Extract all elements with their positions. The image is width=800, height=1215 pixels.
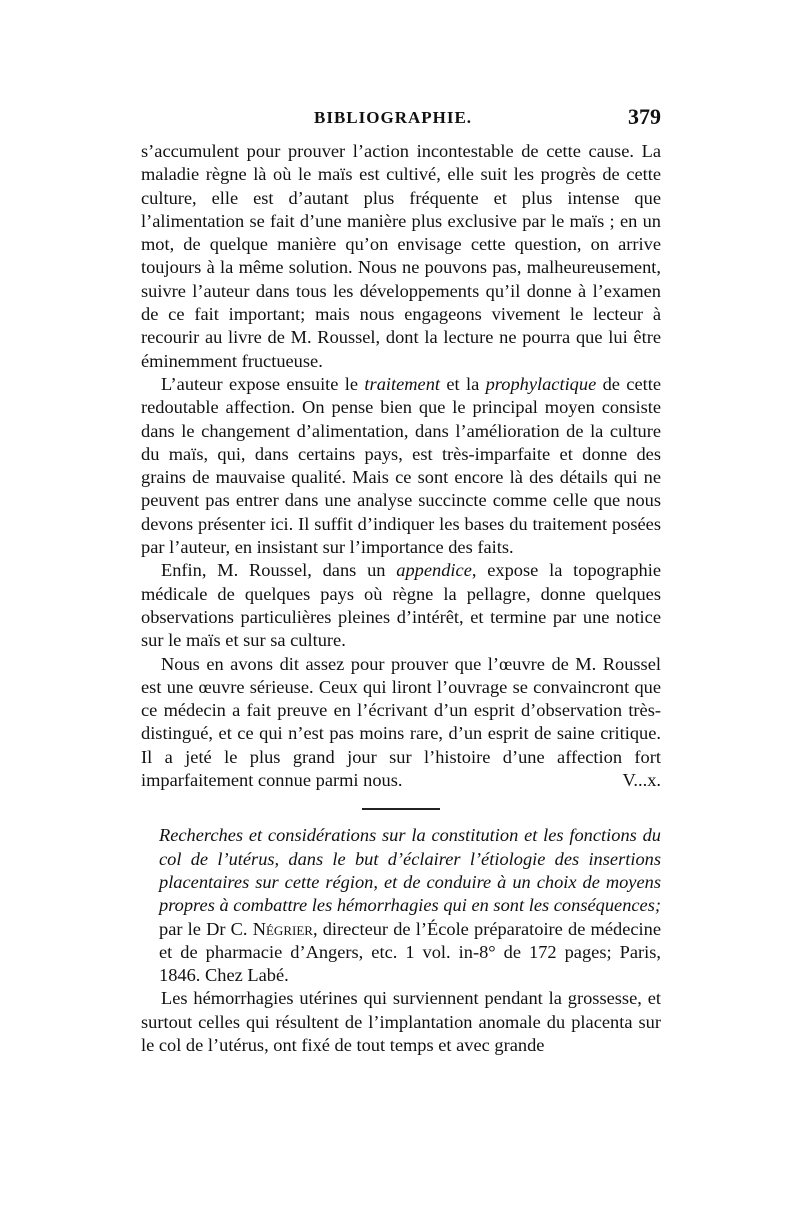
- paragraph-2: [141, 373, 661, 559]
- paragraph-4: [141, 653, 661, 793]
- running-title: BIBLIOGRAPHIE.: [314, 108, 473, 127]
- paragraph-3-italic-appendice: appendice: [396, 560, 472, 581]
- paragraph-4-text: Nous en avons dit assez pour prouver que l’œuvre de M. Roussel est une œuvre sérieuse. Ceux qui liront l’ouvrage se convaincront que ce médecin a fait preuve en l’écrivant d’un esprit d’observation très-distingué, et ce qui n’est pas moins rare, d’un esprit de saine critique. Il a jeté le plus grand jour sur l’histoire d’une affection fort imparfaitement connue parmi nous.: [141, 653, 661, 791]
- page-header: [141, 104, 661, 134]
- reference-details: , directeur de l’École préparatoire de médecine et de pharmacie d’Angers, etc. 1 vol. in-8° de 172 pages; Paris, 1846. Chez Labé.: [159, 918, 661, 986]
- paragraph-2-text-b: et la: [440, 373, 486, 394]
- paragraph-3-text-b: , expose la topographie médicale de quelques pays où règne la pellagre, donne quelques observations particulières pleines d’intérêt, et termine par une notice sur le maïs et sur sa culture.: [141, 560, 661, 651]
- section-divider: [362, 808, 440, 810]
- paragraph-2-text-c: de cette redoutable affection. On pense bien que le principal moyen consiste dans le changement d’alimentation, dans l’amélioration de la culture du maïs, qui, dans certains pays, est très-imparfaite et donne des grains de mauvaise qualité. Mais ce sont encore là des détails qui ne peuvent pas entrer dans une analyse succincte comme celle que nous devons présenter ici. Il suffit d’indiquer les bases du traitement posées par l’auteur, en insistant sur l’importance des faits.: [141, 373, 661, 558]
- paragraph-3: [141, 559, 661, 652]
- reference-author-prefix: par le Dr C.: [159, 918, 253, 939]
- paragraph-1: s’accumulent pour prouver l’action incontestable de cette cause. La maladie règne là où le maïs est cultivé, elle suit les progrès de cette culture, elle est d’autant plus fréquente et plus intense que l’alimentation se fait d’une manière plus exclusive par le maïs ; en un mot, de quelque manière qu’on envisage cette question, on arrive toujours à la même solution. Nous ne pouvons pas, malheureusement, suivre l’auteur dans tous les développements qu’il donne à l’examen de ce fait important; mais nous engageons vivement le lecteur à recourir au livre de M. Roussel, dont la lecture ne pourra que lui être éminemment fructueuse.: [141, 141, 661, 371]
- reference-title: Recherches et considérations sur la constitution et les fonctions du col de l’utérus, dans le but d’éclairer l’étiologie des insertions placentaires sur cette région, et de conduire à un choix de moyens propres à combattre les hémorrhagies qui en sont les conséquences;: [159, 825, 661, 916]
- final-paragraph: Les hémorrhagies utérines qui surviennent pendant la grossesse, et surtout celles qui résultent de l’implantation anomale du placenta sur le col de l’utérus, ont fixé de tout temps et avec grande: [141, 988, 661, 1055]
- page-number: 379: [628, 104, 661, 129]
- review-signature: V...x.: [622, 770, 661, 791]
- paragraph-2-text-a: L’auteur expose ensuite le: [161, 373, 365, 394]
- bibliographic-reference: [141, 824, 661, 987]
- reference-author-name: Négrier: [252, 918, 313, 939]
- paragraph-3-text-a: Enfin, M. Roussel, dans un: [161, 560, 397, 581]
- paragraph-2-italic-prophylactique: prophylactique: [485, 373, 597, 394]
- body-text: [141, 140, 661, 1057]
- paragraph-2-italic-traitement: traitement: [364, 373, 441, 394]
